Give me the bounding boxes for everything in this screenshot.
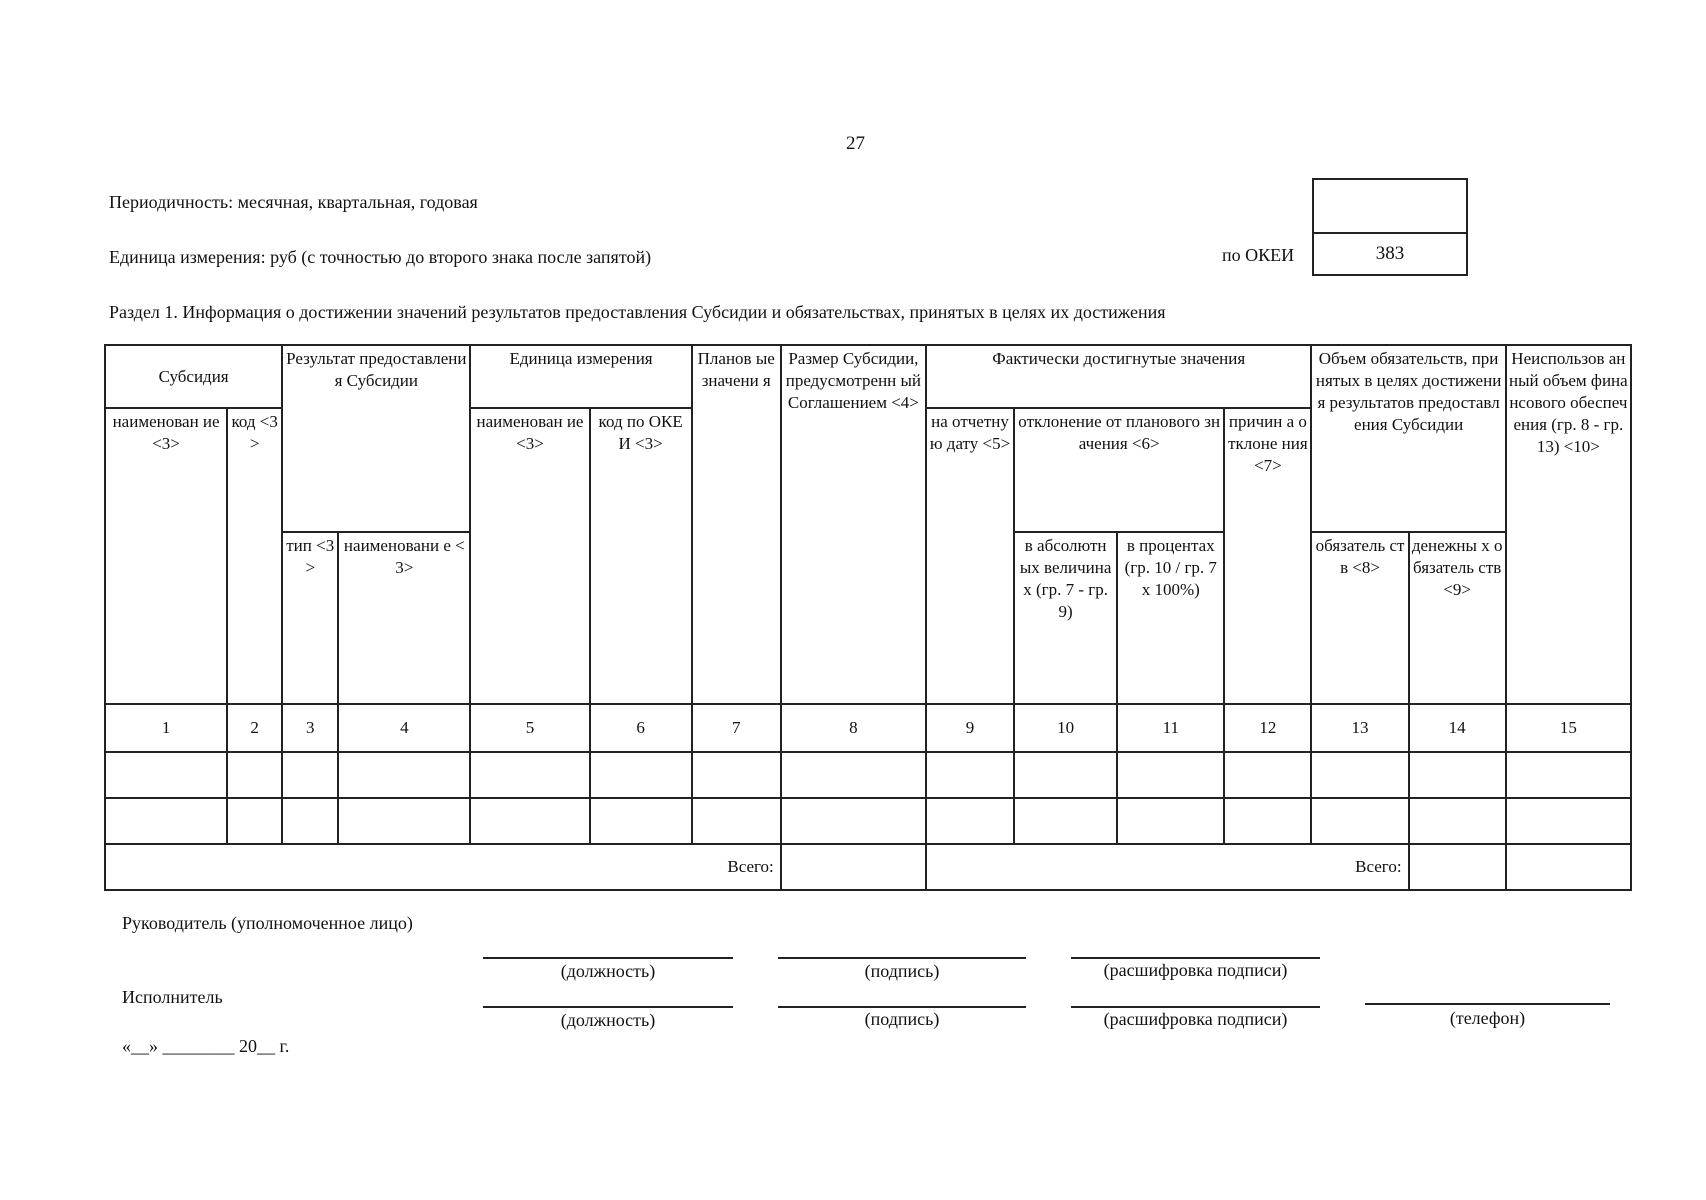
table-cell[interactable] xyxy=(1117,752,1224,798)
header-subsidy: Субсидия xyxy=(105,345,282,408)
header-actual: Фактически достигнутые значения xyxy=(926,345,1312,408)
col-number: 10 xyxy=(1014,704,1117,752)
total-label: Всего: xyxy=(105,844,781,890)
table-cell[interactable] xyxy=(1409,798,1506,844)
signature-caption: (подпись) xyxy=(864,1009,940,1029)
header-result-name: наименовани е <3> xyxy=(338,532,470,704)
total-label-2: Всего: xyxy=(926,844,1409,890)
total-row xyxy=(105,844,1631,890)
total-size-cell[interactable] xyxy=(781,844,926,890)
table-cell[interactable] xyxy=(105,752,227,798)
header-deviation-pct: в процентах (гр. 10 / гр. 7 х 100%) xyxy=(1117,532,1224,704)
table-cell[interactable] xyxy=(692,798,781,844)
page-number: 27 xyxy=(846,133,865,154)
phone-caption: (телефон) xyxy=(1449,1008,1526,1028)
table-cell[interactable] xyxy=(470,752,589,798)
col-number: 13 xyxy=(1311,704,1408,752)
header-unit-name: наименован ие <3> xyxy=(470,408,589,704)
table-cell[interactable] xyxy=(282,752,338,798)
table-cell[interactable] xyxy=(1311,752,1408,798)
table-cell[interactable] xyxy=(926,752,1014,798)
okei-value: 383 xyxy=(1375,243,1405,264)
decoding-caption: (расшифровка подписи) xyxy=(1103,960,1288,980)
signature-line xyxy=(1071,1006,1320,1008)
table-cell[interactable] xyxy=(692,752,781,798)
header-unused: Неиспользов анный объем финансового обеспечения (гр. 8 - гр. 13) <10> xyxy=(1506,345,1631,704)
section-title: Раздел 1. Информация о достижении значений результатов предоставления Субсидии и обязательствах, принятых в целях их достижения xyxy=(109,302,1166,322)
col-number: 4 xyxy=(338,704,470,752)
col-number: 5 xyxy=(470,704,589,752)
col-number: 2 xyxy=(227,704,282,752)
table-cell[interactable] xyxy=(1117,798,1224,844)
header-result: Результат предоставления Субсидии xyxy=(282,345,470,532)
signature-line xyxy=(483,957,733,959)
header-deviation: отклонение от планового значения <6> xyxy=(1014,408,1224,532)
executor-label: Исполнитель xyxy=(122,987,223,1007)
signature-caption: (подпись) xyxy=(864,961,940,981)
header-on-date: на отчетну ю дату <5> xyxy=(926,408,1014,704)
table-cell[interactable] xyxy=(338,752,470,798)
col-number: 9 xyxy=(926,704,1014,752)
col-number: 3 xyxy=(282,704,338,752)
signature-line xyxy=(483,1006,733,1008)
table-cell[interactable] xyxy=(227,752,282,798)
table-cell[interactable] xyxy=(470,798,589,844)
table-cell[interactable] xyxy=(1014,752,1117,798)
table-cell[interactable] xyxy=(1224,798,1311,844)
table-cell[interactable] xyxy=(1409,752,1506,798)
table-cell[interactable] xyxy=(105,798,227,844)
col-number: 14 xyxy=(1409,704,1506,752)
table-cell[interactable] xyxy=(590,798,692,844)
col-number: 7 xyxy=(692,704,781,752)
header-money-9: денежны х обязатель ств <9> xyxy=(1409,532,1506,704)
table-row xyxy=(105,752,1631,798)
header-size: Размер Субсидии, предусмотренн ый Соглашением <4> xyxy=(781,345,926,704)
header-planned: Планов ые значени я xyxy=(692,345,781,704)
table-cell[interactable] xyxy=(1224,752,1311,798)
header-subsidy-name: наименован ие <3> xyxy=(105,408,227,704)
table-cell[interactable] xyxy=(781,752,926,798)
table-cell[interactable] xyxy=(282,798,338,844)
unit-text: Единица измерения: руб (с точностью до второго знака после запятой) xyxy=(109,247,652,267)
col-number: 12 xyxy=(1224,704,1311,752)
table-cell[interactable] xyxy=(1506,752,1631,798)
header-unit: Единица измерения xyxy=(470,345,691,408)
table-cell[interactable] xyxy=(1014,798,1117,844)
signature-line xyxy=(1365,1003,1610,1005)
header-obligations-8: обязатель ств <8> xyxy=(1311,532,1408,704)
position-caption: (должность) xyxy=(560,1010,656,1030)
date-line: «__» ________ 20__ г. xyxy=(122,1036,290,1056)
col-number: 1 xyxy=(105,704,227,752)
periodicity-text: Периодичность: месячная, квартальная, годовая xyxy=(109,192,478,212)
header-subsidy-code: код <3> xyxy=(227,408,282,704)
total-unused-cell[interactable] xyxy=(1506,844,1631,890)
signature-line xyxy=(778,957,1026,959)
col-number: 8 xyxy=(781,704,926,752)
okei-code-box xyxy=(1312,178,1468,276)
table-cell[interactable] xyxy=(1506,798,1631,844)
col-number: 11 xyxy=(1117,704,1224,752)
okei-empty-cell xyxy=(1314,180,1466,234)
col-number: 15 xyxy=(1506,704,1631,752)
okei-label: по ОКЕИ xyxy=(1222,245,1295,265)
table-cell[interactable] xyxy=(926,798,1014,844)
signature-line xyxy=(1071,957,1320,959)
header-obligations: Объем обязательств, принятых в целях достижения результатов предоставления Субсидии xyxy=(1311,345,1505,532)
header-reason: причин а отклоне ния <7> xyxy=(1224,408,1311,704)
col-number: 6 xyxy=(590,704,692,752)
header-deviation-abs: в абсолютн ых величинах (гр. 7 - гр. 9) xyxy=(1014,532,1117,704)
table-cell[interactable] xyxy=(1311,798,1408,844)
table-row xyxy=(105,798,1631,844)
head-label: Руководитель (уполномоченное лицо) xyxy=(122,913,413,933)
table-cell[interactable] xyxy=(338,798,470,844)
signature-line xyxy=(778,1006,1026,1008)
table-cell[interactable] xyxy=(781,798,926,844)
report-table xyxy=(104,344,1632,891)
position-caption: (должность) xyxy=(560,961,656,981)
decoding-caption: (расшифровка подписи) xyxy=(1103,1009,1288,1029)
header-okei-code: код по ОКЕИ <3> xyxy=(590,408,692,704)
table-cell[interactable] xyxy=(227,798,282,844)
header-result-type: тип <3> xyxy=(282,532,338,704)
total-money-cell[interactable] xyxy=(1409,844,1506,890)
table-cell[interactable] xyxy=(590,752,692,798)
